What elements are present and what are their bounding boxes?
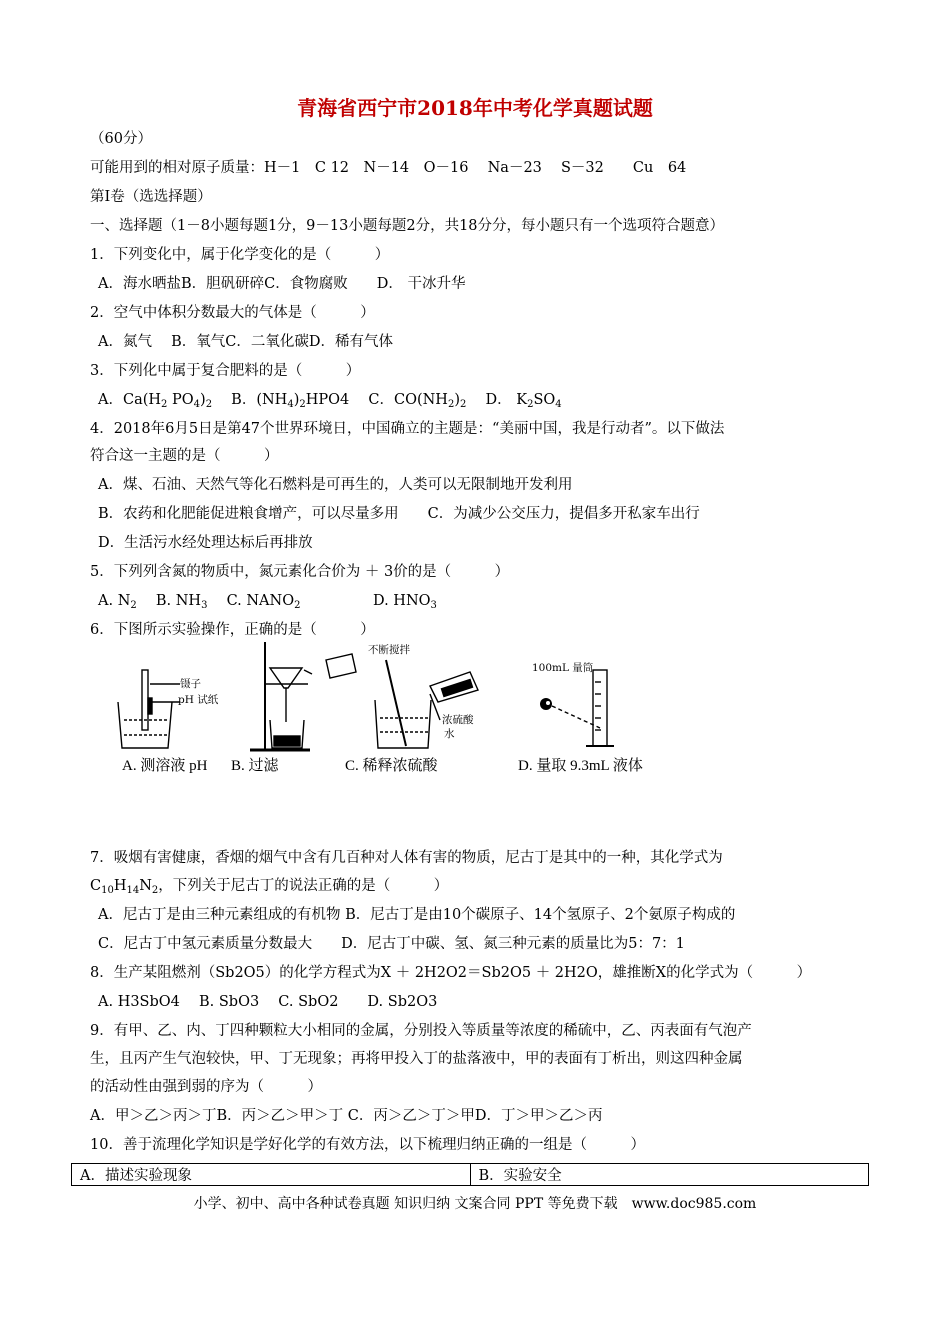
q4-option-a: A．煤、石油、天然气等化石燃料是可再生的，人类可以无限制地开发利用 <box>98 477 573 493</box>
q7-stem-line2: $C_{10}H_{14}N_2$，下列关于尼古丁的说法正确的是（ ） <box>90 878 449 896</box>
part-heading: 第Ⅰ卷（选选择题） <box>90 189 212 205</box>
glass-rod <box>386 660 406 746</box>
q2-stem: 2．空气中体积分数最大的气体是（ ） <box>90 305 375 321</box>
q5-stem: 5．下列列含氮的物质中，氮元素化合价为 ＋ 3价的是（ ） <box>90 564 510 580</box>
label-cylinder: 100mL 量筒 <box>532 662 594 674</box>
q10-col-a: A．描述实验现象 <box>72 1164 471 1186</box>
caption-c: C. 稀释浓硫酸 <box>345 758 438 774</box>
table-row <box>72 1164 869 1186</box>
funnel <box>270 668 302 688</box>
q7-options-ab: A．尼古丁是由三种元素组成的有机物 B．尼古丁是由10个碳原子、14个氢原子、2个氨原子构成的 <box>98 907 736 923</box>
q3-stem: 3．下列化中属于复合肥料的是（ ） <box>90 363 361 379</box>
page-footer: 小学、初中、高中各种试卷真题 知识归纳 文案合同 PPT 等免费下载 www.doc985.com <box>193 1196 757 1212</box>
q1-options: A．海水晒盐B．胆矾研碎C．食物腐败 D． 干冰升华 <box>98 276 466 292</box>
q9-stem-line2: 生，且丙产生气泡较快，甲、丁无现象；再将甲投入丁的盐落液中，甲的表面有丁析出，则这四种金属 <box>90 1051 743 1067</box>
q9-stem-line1: 9．有甲、乙、内、丁四种颗粒大小相同的金属，分别投入等质量等浓度的稀硫中，乙、丙表面有气泡产 <box>90 1023 752 1039</box>
q3-options: A．$Ca(H_2$ $PO_4)_2$ B．$(NH_4)_2HPO4$ C．$CO(NH_2)_2$ D． $K_2SO_4$ <box>98 392 562 410</box>
caption-b: B. 过滤 <box>231 758 279 774</box>
q4-option-bc: B．农药和化肥能促进粮食增产，可以尽量多用 C．为减少公交压力，提倡多开私家车出行 <box>98 506 700 522</box>
label-water: 水 <box>444 728 455 740</box>
q4-option-d: D．生活污水经处理达标后再排放 <box>98 535 313 551</box>
eye-icon <box>540 698 552 710</box>
q8-stem: 8．生产某阻燃剂（Sb2O5）的化学方程式为X ＋ 2H2O2＝Sb2O5 ＋ 2H2O，雄推断X的化学式为（ ） <box>90 965 812 981</box>
label-stir: 不断搅拌 <box>368 644 410 656</box>
q10-col-b: B．实验安全 <box>470 1164 869 1186</box>
q6-stem: 6．下图所示实验操作，正确的是（ ） <box>90 622 375 638</box>
q5-options: A. $N_2$ B. $NH_3$ C. $NANO_2$ D. $HNO_3$ <box>98 593 437 611</box>
section-heading: 一、选择题（1－8小题每题1分，9－13小题每题2分，共18分分，每小题只有一个选项符合题意） <box>90 218 725 234</box>
q9-stem-line3: 的活动性由强到弱的序为（ ） <box>90 1079 322 1095</box>
beaker-a <box>118 702 172 748</box>
atomic-masses: 可能用到的相对原子质量：H－1 C 12 N－14 O－16 Na－23 S－32 Cu 64 <box>90 160 687 176</box>
q7-stem-line1: 7．吸烟有害健康，香烟的烟气中含有几百种对人体有害的物质，尼古丁是其中的一种，其化学式为 <box>90 850 723 866</box>
q4-stem-line2: 符合这一主题的是（ ） <box>90 448 279 464</box>
q4-stem-line1: 4．2018年6月5日是第47个世界环境日，中国确立的主题是：“美丽中国，我是行动者”。以下做法 <box>90 421 725 437</box>
ph-paper <box>148 698 152 714</box>
q8-options: A. H3SbO4 B. SbO3 C. SbO2 D. Sb2O3 <box>98 994 438 1010</box>
q7-options-cd: C．尼古丁中氢元素质量分数最大 D．尼古丁中碳、氢、氮三种元素的质量比为5：7：1 <box>98 936 685 952</box>
tweezers <box>142 670 148 730</box>
total-score: （60分） <box>90 131 152 147</box>
q1-stem: 1．下列变化中，属于化学变化的是（ ） <box>90 247 390 263</box>
beaker-c <box>375 700 431 748</box>
caption-a: A. 测溶液 pH <box>122 758 208 774</box>
q10-stem: 10．善于流理化学知识是学好化学的有效方法，以下梳理归纳正确的一组是（ ） <box>90 1137 645 1153</box>
label-tweezers: 镊子 <box>180 678 201 690</box>
q9-options: A．甲＞乙＞丙＞丁B．丙＞乙＞甲＞丁 C．丙＞乙＞丁＞甲D．丁＞甲＞乙＞丙 <box>90 1108 603 1124</box>
label-acid: 浓硫酸 <box>442 714 474 726</box>
label-ph-paper: pH 试纸 <box>178 694 219 706</box>
pouring-beaker <box>326 654 356 678</box>
q10-table <box>71 1163 869 1186</box>
exam-title: 青海省西宁市2018年中考化学真题试题 <box>297 96 653 120</box>
caption-d: D. 量取 9.3mL 液体 <box>518 758 643 774</box>
q2-options: A．氮气 B．氧气C．二氧化碳D．稀有气体 <box>98 334 393 350</box>
